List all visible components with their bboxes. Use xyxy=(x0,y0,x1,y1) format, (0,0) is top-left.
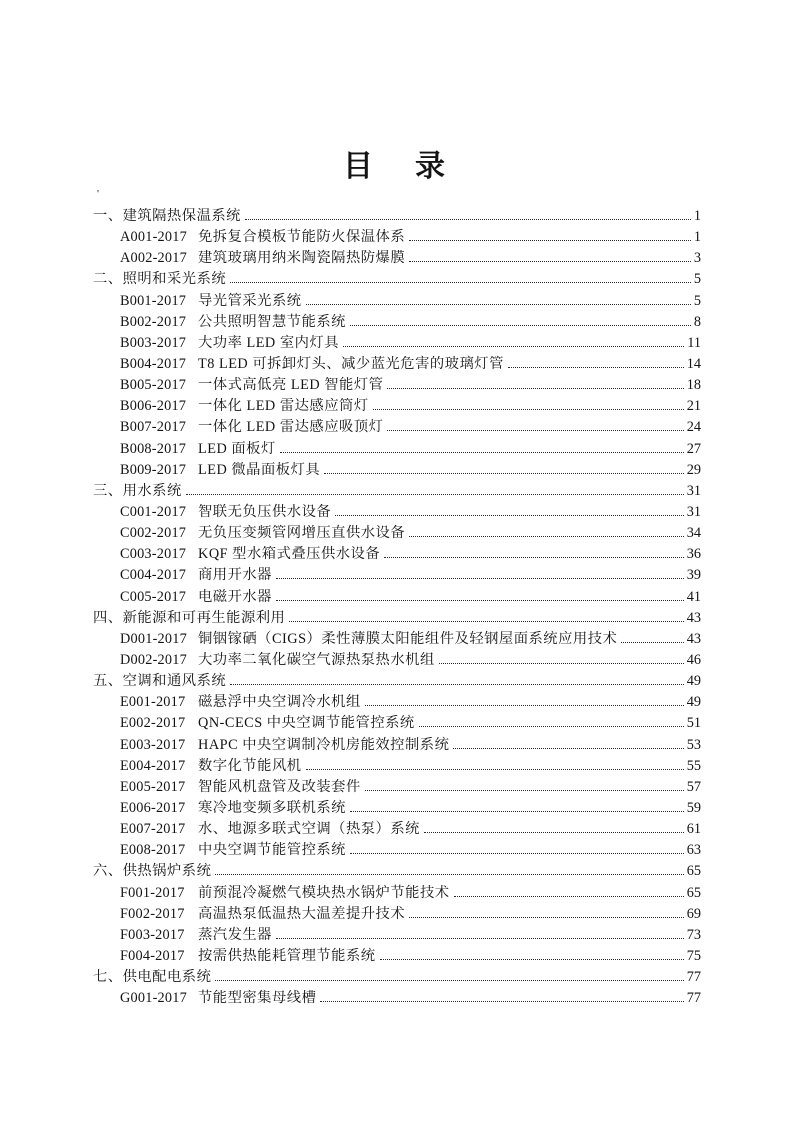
item-title: LED 微晶面板灯具 xyxy=(198,461,321,478)
item-title: 无负压变频管网增压直供水设备 xyxy=(198,525,406,542)
leader-dots xyxy=(365,701,684,706)
item-code: E003-2017 xyxy=(120,736,186,753)
item-code: B009-2017 xyxy=(120,461,187,478)
toc-item-row xyxy=(93,883,701,904)
leader-dots xyxy=(453,744,683,749)
toc-item-row xyxy=(93,692,701,713)
page-number: 53 xyxy=(686,736,701,753)
toc-item-row xyxy=(93,946,701,967)
page-number: 69 xyxy=(686,905,701,922)
toc-item-row xyxy=(93,925,701,946)
item-title: 智联无负压供水设备 xyxy=(198,503,332,520)
item-code: B007-2017 xyxy=(120,419,187,436)
toc-item-row xyxy=(93,798,701,819)
page-number: 31 xyxy=(686,503,701,520)
toc-item-row xyxy=(93,312,701,333)
leader-dots xyxy=(424,828,684,833)
toc-item-row xyxy=(93,248,701,269)
page-number: 63 xyxy=(686,842,701,859)
toc-item-row xyxy=(93,988,701,1009)
toc-section-row xyxy=(93,481,701,502)
toc-section-row xyxy=(93,967,701,988)
item-code: B004-2017 xyxy=(120,355,187,372)
item-code: E004-2017 xyxy=(120,757,186,774)
leader-dots xyxy=(230,278,691,283)
leader-dots xyxy=(409,236,691,241)
item-title: QN-CECS 中央空调节能管控系统 xyxy=(198,715,415,732)
toc-section-row xyxy=(93,671,701,692)
toc-item-row xyxy=(93,587,701,608)
item-title: 大功率二氧化碳空气源热泵热水机组 xyxy=(198,651,435,668)
section-label: 二、照明和采光系统 xyxy=(93,271,227,288)
page-number: 18 xyxy=(686,377,701,394)
leader-dots xyxy=(387,384,683,389)
toc-item-row xyxy=(93,713,701,734)
item-code: C005-2017 xyxy=(120,588,187,605)
page-number: 3 xyxy=(693,250,701,267)
page-number: 5 xyxy=(693,271,701,288)
item-title: 一体化 LED 雷达感应吸顶灯 xyxy=(198,419,384,436)
toc-section-row xyxy=(93,206,701,227)
item-title: 按需供热能耗管理节能系统 xyxy=(198,947,376,964)
item-code: E006-2017 xyxy=(120,799,186,816)
toc-item-row xyxy=(93,291,701,312)
toc-item-row xyxy=(93,735,701,756)
item-code: B002-2017 xyxy=(120,313,187,330)
item-code: G001-2017 xyxy=(120,990,187,1007)
item-title: 数字化节能风机 xyxy=(198,757,302,774)
leader-dots xyxy=(508,363,684,368)
leader-dots xyxy=(350,807,684,812)
leader-dots xyxy=(454,892,684,897)
item-code: A002-2017 xyxy=(120,250,187,267)
leader-dots xyxy=(245,215,691,220)
item-code: B005-2017 xyxy=(120,377,187,394)
toc-item-row xyxy=(93,460,701,481)
section-label: 三、用水系统 xyxy=(93,482,182,499)
item-title: 免拆复合模板节能防火保温体系 xyxy=(198,229,406,246)
page-number: 57 xyxy=(686,778,701,795)
item-title: T8 LED 可拆卸灯头、减少蓝光危害的玻璃灯管 xyxy=(198,355,504,372)
item-code: E008-2017 xyxy=(120,842,186,859)
page-number: 75 xyxy=(686,947,701,964)
page-number: 51 xyxy=(686,715,701,732)
leader-dots xyxy=(289,617,683,622)
item-code: C004-2017 xyxy=(120,567,187,584)
leader-dots xyxy=(230,680,684,685)
item-title: 商用开水器 xyxy=(198,567,272,584)
leader-dots xyxy=(384,553,684,558)
item-title: 蒸汽发生器 xyxy=(198,926,272,943)
item-title: 大功率 LED 室内灯具 xyxy=(198,334,340,351)
leader-dots xyxy=(409,532,684,537)
item-title: 电磁开水器 xyxy=(198,588,272,605)
leader-dots xyxy=(280,448,684,453)
leader-dots xyxy=(419,722,684,727)
page-number: 49 xyxy=(686,673,701,690)
page-number: 27 xyxy=(686,440,701,457)
item-code: C001-2017 xyxy=(120,503,187,520)
toc-section-row xyxy=(93,608,701,629)
item-code: B001-2017 xyxy=(120,292,187,309)
toc-item-row xyxy=(93,523,701,544)
toc-item-row xyxy=(93,756,701,777)
leader-dots xyxy=(439,659,684,664)
toc-item-row xyxy=(93,777,701,798)
item-title: 中央空调节能管控系统 xyxy=(198,842,346,859)
item-code: D002-2017 xyxy=(120,651,187,668)
toc-item-row xyxy=(93,904,701,925)
toc-section-row xyxy=(93,861,701,882)
toc-item-row xyxy=(93,439,701,460)
page-number: 73 xyxy=(686,926,701,943)
item-title: KQF 型水箱式叠压供水设备 xyxy=(198,546,381,563)
leader-dots xyxy=(324,469,684,474)
leader-dots xyxy=(215,870,683,875)
page-number: 5 xyxy=(693,292,701,309)
page-number: 36 xyxy=(686,546,701,563)
leader-dots xyxy=(409,913,684,918)
page-number: 34 xyxy=(686,525,701,542)
item-title: 前预混冷凝燃气模块热水锅炉节能技术 xyxy=(198,884,450,901)
toc-item-row xyxy=(93,396,701,417)
item-code: E002-2017 xyxy=(120,715,186,732)
page-number: 21 xyxy=(686,398,701,415)
page-number: 8 xyxy=(693,313,701,330)
item-code: F002-2017 xyxy=(120,905,185,922)
section-label: 七、供电配电系统 xyxy=(93,969,212,986)
leader-dots xyxy=(186,490,684,495)
toc-item-row xyxy=(93,375,701,396)
item-title: 一体化 LED 雷达感应筒灯 xyxy=(198,398,369,415)
leader-dots xyxy=(276,596,684,601)
leader-dots xyxy=(380,955,684,960)
item-code: F004-2017 xyxy=(120,947,185,964)
item-code: E007-2017 xyxy=(120,821,186,838)
section-label: 六、供热锅炉系统 xyxy=(93,863,212,880)
item-code: B006-2017 xyxy=(120,398,187,415)
toc-item-row xyxy=(93,840,701,861)
leader-dots xyxy=(215,976,683,981)
page-number: 24 xyxy=(686,419,701,436)
leader-dots xyxy=(350,321,691,326)
page-number: 39 xyxy=(686,567,701,584)
leader-dots xyxy=(335,511,684,516)
toc-item-row xyxy=(93,629,701,650)
item-code: B003-2017 xyxy=(120,334,187,351)
section-label: 四、新能源和可再生能源利用 xyxy=(93,609,286,626)
page-number: 29 xyxy=(686,461,701,478)
item-code: D001-2017 xyxy=(120,630,187,647)
leader-dots xyxy=(276,934,684,939)
item-title: 建筑玻璃用纳米陶瓷隔热防爆膜 xyxy=(198,250,406,267)
toc-item-row xyxy=(93,650,701,671)
item-code: F003-2017 xyxy=(120,926,185,943)
toc-item-row xyxy=(93,354,701,375)
page-number: 11 xyxy=(687,334,701,351)
page-number: 31 xyxy=(686,482,701,499)
item-title: HAPC 中央空调制冷机房能效控制系统 xyxy=(198,736,450,753)
page-number: 77 xyxy=(686,990,701,1007)
item-code: E001-2017 xyxy=(120,694,186,711)
page-number: 59 xyxy=(686,799,701,816)
toc-item-row xyxy=(93,544,701,565)
page-number: 46 xyxy=(686,651,701,668)
item-title: LED 面板灯 xyxy=(198,440,276,457)
item-title: 磁悬浮中央空调冷水机组 xyxy=(198,694,361,711)
stray-mark: ' xyxy=(97,188,99,200)
page-number: 49 xyxy=(686,694,701,711)
item-code: E005-2017 xyxy=(120,778,186,795)
item-code: C002-2017 xyxy=(120,525,187,542)
item-code: C003-2017 xyxy=(120,546,187,563)
leader-dots xyxy=(387,426,683,431)
leader-dots xyxy=(365,786,684,791)
toc-list xyxy=(93,206,701,1009)
toc-item-row xyxy=(93,502,701,523)
item-title: 智能风机盘管及改装套件 xyxy=(198,778,361,795)
section-label: 五、空调和通风系统 xyxy=(93,673,227,690)
toc-item-row xyxy=(93,417,701,438)
page-number: 43 xyxy=(686,630,701,647)
section-label: 一、建筑隔热保温系统 xyxy=(93,208,241,224)
item-title: 寒冷地变频多联机系统 xyxy=(198,799,346,816)
toc-item-row xyxy=(93,333,701,354)
item-title: 高温热泵低温热大温差提升技术 xyxy=(198,905,406,922)
item-title: 公共照明智慧节能系统 xyxy=(198,313,346,330)
toc-item-row xyxy=(93,819,701,840)
leader-dots xyxy=(276,574,684,579)
page-number: 1 xyxy=(693,229,701,246)
leader-dots xyxy=(350,849,684,854)
page-number: 14 xyxy=(686,355,701,372)
item-code: F001-2017 xyxy=(120,884,185,901)
page-number: 41 xyxy=(686,588,701,605)
page-number: 43 xyxy=(686,609,701,626)
item-title: 铜铟镓硒（CIGS）柔性薄膜太阳能组件及轻钢屋面系统应用技术 xyxy=(198,630,618,647)
toc-item-row xyxy=(93,565,701,586)
leader-dots xyxy=(306,765,684,770)
page-number: 55 xyxy=(686,757,701,774)
page-number: 1 xyxy=(693,208,701,224)
leader-dots xyxy=(409,257,691,262)
page-number: 65 xyxy=(686,863,701,880)
toc-section-row xyxy=(93,269,701,290)
item-title: 一体式高低亮 LED 智能灯管 xyxy=(198,377,384,394)
leader-dots xyxy=(373,405,684,410)
leader-dots xyxy=(306,300,691,305)
item-title: 节能型密集母线槽 xyxy=(198,990,317,1007)
item-title: 水、地源多联式空调（热泵）系统 xyxy=(198,821,420,838)
leader-dots xyxy=(343,342,684,347)
leader-dots xyxy=(621,638,683,643)
page-number: 65 xyxy=(686,884,701,901)
leader-dots xyxy=(320,997,683,1002)
item-title: 导光管采光系统 xyxy=(198,292,302,309)
item-code: B008-2017 xyxy=(120,440,187,457)
toc-item-row xyxy=(93,227,701,248)
page-number: 61 xyxy=(686,821,701,838)
page-number: 77 xyxy=(686,969,701,986)
page-title: 目 录 xyxy=(343,150,451,183)
item-code: A001-2017 xyxy=(120,229,187,246)
